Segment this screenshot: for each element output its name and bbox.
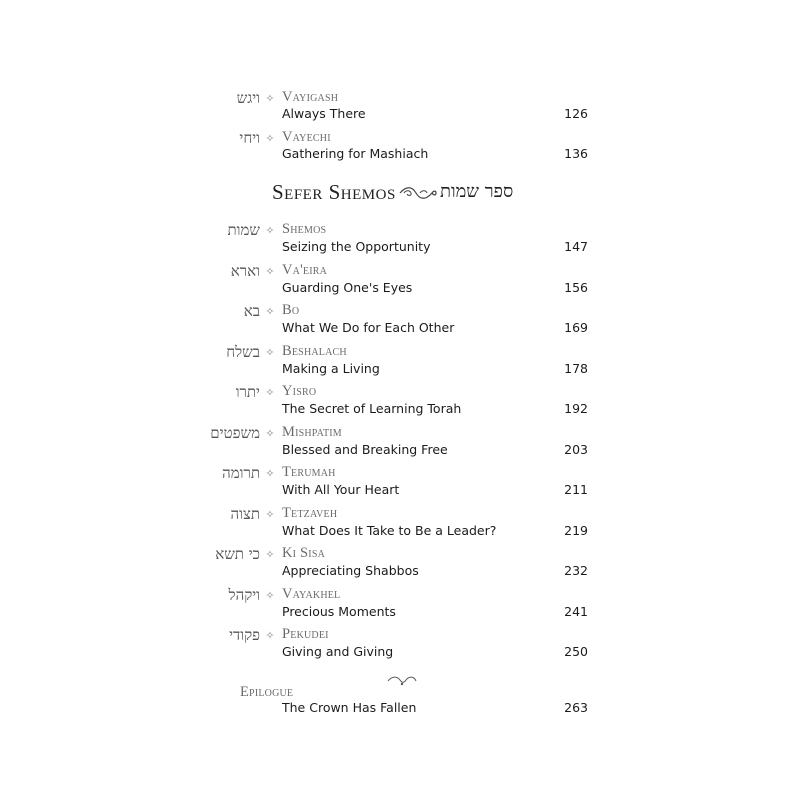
parsha-hebrew: יתרו	[235, 383, 260, 401]
page-number: 263	[564, 700, 588, 715]
page-number: 136	[564, 146, 588, 161]
parsha-hebrew: כי תשא	[215, 545, 260, 563]
page-number: 178	[564, 361, 588, 376]
diamond-ornament-icon: ✧	[265, 386, 275, 399]
diamond-ornament-icon: ✧	[265, 265, 275, 278]
page-number: 147	[564, 239, 588, 254]
page-number: 126	[564, 106, 588, 121]
page-number: 169	[564, 320, 588, 335]
parsha-english: Terumah	[282, 464, 336, 480]
chapter-title: Appreciating Shabbos	[282, 563, 419, 578]
parsha-hebrew: וארא	[230, 262, 260, 280]
chapter-title: What We Do for Each Other	[282, 320, 455, 335]
page-number: 156	[564, 280, 588, 295]
scroll-flourish-icon	[398, 184, 438, 202]
chapter-title: What Does It Take to Be a Leader?	[282, 523, 497, 538]
page-number: 241	[564, 604, 588, 619]
chapter-title: Making a Living	[282, 361, 380, 376]
parsha-english: Ki Sisa	[282, 545, 326, 561]
chapter-title: Blessed and Breaking Free	[282, 442, 448, 457]
parsha-english: Vayigash	[282, 89, 339, 105]
diamond-ornament-icon: ✧	[265, 92, 275, 105]
parsha-english: Va'eira	[282, 262, 328, 278]
parsha-english: Shemos	[282, 221, 327, 237]
parsha-english: Yisro	[282, 383, 317, 399]
parsha-hebrew: ויחי	[239, 129, 260, 147]
diamond-ornament-icon: ✧	[265, 629, 275, 642]
parsha-hebrew: ויקהל	[228, 586, 260, 604]
parsha-hebrew: משפטים	[210, 424, 260, 442]
diamond-ornament-icon: ✧	[265, 427, 275, 440]
chapter-title: Gathering for Mashiach	[282, 146, 429, 161]
chapter-title: Seizing the Opportunity	[282, 239, 431, 254]
page-number: 232	[564, 563, 588, 578]
chapter-title: Giving and Giving	[282, 644, 394, 659]
chapter-title: Always There	[282, 106, 366, 121]
chapter-title: With All Your Heart	[282, 482, 400, 497]
section-title-english: Sefer Shemos	[272, 180, 396, 204]
chapter-title: The Secret of Learning Torah	[282, 401, 462, 416]
parsha-hebrew: פקודי	[229, 626, 260, 644]
parsha-english: Pekudei	[282, 626, 329, 642]
page-number: 192	[564, 401, 588, 416]
parsha-english: Vayakhel	[282, 586, 341, 602]
parsha-hebrew: ויגש	[236, 89, 260, 107]
epilogue-heading: Epilogue	[240, 684, 294, 700]
parsha-hebrew: תצוה	[230, 505, 260, 523]
page-number: 211	[564, 482, 588, 497]
page-number: 219	[564, 523, 588, 538]
parsha-hebrew: תרומה	[222, 464, 260, 482]
parsha-hebrew: בא	[243, 302, 260, 320]
diamond-ornament-icon: ✧	[265, 346, 275, 359]
diamond-ornament-icon: ✧	[265, 305, 275, 318]
chapter-title: Precious Moments	[282, 604, 396, 619]
diamond-ornament-icon: ✧	[265, 224, 275, 237]
parsha-english: Vayechi	[282, 129, 331, 145]
parsha-english: Bo	[282, 302, 300, 318]
parsha-hebrew: בשלח	[226, 343, 260, 361]
diamond-ornament-icon: ✧	[265, 548, 275, 561]
page-number: 250	[564, 644, 588, 659]
diamond-ornament-icon: ✧	[265, 589, 275, 602]
diamond-ornament-icon: ✧	[265, 467, 275, 480]
page-number: 203	[564, 442, 588, 457]
section-title-hebrew: ספר שמות	[440, 181, 514, 202]
diamond-ornament-icon: ✧	[265, 132, 275, 145]
parsha-english: Mishpatim	[282, 424, 342, 440]
diamond-ornament-icon: ✧	[265, 508, 275, 521]
flourish-divider-icon	[386, 674, 418, 688]
section-heading	[0, 180, 800, 210]
parsha-english: Beshalach	[282, 343, 347, 359]
parsha-hebrew: שמות	[227, 221, 260, 239]
parsha-english: Tetzaveh	[282, 505, 338, 521]
chapter-title: The Crown Has Fallen	[282, 700, 417, 715]
chapter-title: Guarding One's Eyes	[282, 280, 413, 295]
